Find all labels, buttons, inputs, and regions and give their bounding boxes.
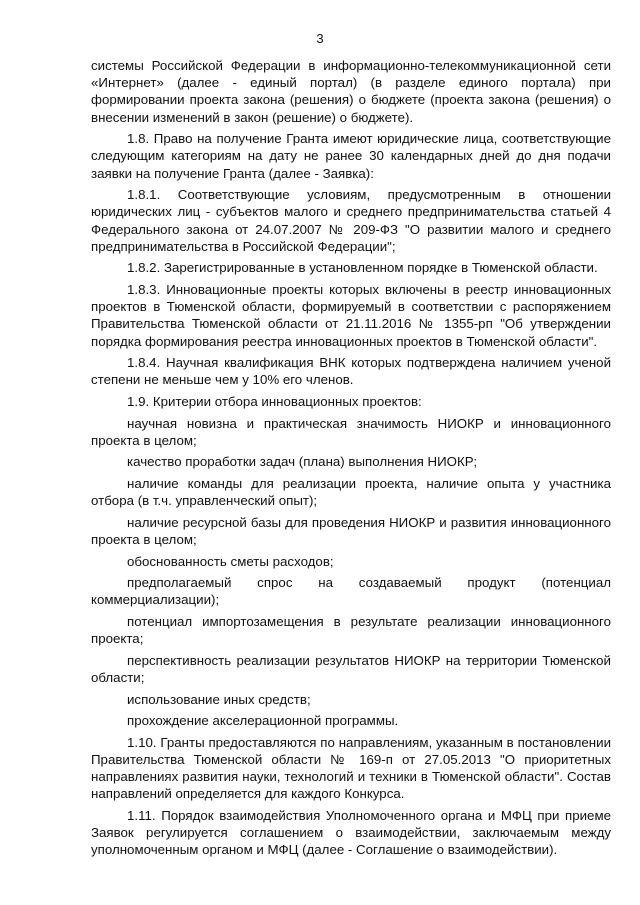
paragraph-1-11: 1.11. Порядок взаимодействия Уполномоченного органа и МФЦ при приеме Заявок регулируется соглашением о взаимодействии, заключаемым между уполномоченным органом и МФЦ (далее - Соглашение о взаимодействии). [91, 807, 611, 858]
criterion-accelerator: прохождение акселерационной программы. [127, 713, 399, 729]
criterion-novelty: научная новизна и практическая значимость НИОКР и инновационного проекта в целом; [91, 415, 611, 448]
criterion-budget: обоснованность сметы расходов; [127, 553, 334, 569]
criterion-prospects: перспективность реализации результатов НИОКР на территории Тюменской области; [91, 652, 611, 685]
criterion-demand: предполагаемый спрос на создаваемый продукт (потенциал коммерциализации); [91, 575, 611, 608]
criterion-team: наличие команды для реализации проекта, наличие опыта у участника отбора (в т.ч. управленческий опыт); [91, 475, 611, 509]
criterion-resource-base: наличие ресурсной базы для проведения НИОКР и развития инновационного проекта в целом; [91, 514, 611, 547]
paragraph-1-8-4: 1.8.4. Научная квалификация ВНК которых подтверждена наличием ученой степени не меньше чем у 10% его членов. [91, 355, 611, 388]
paragraph-1-9: 1.9. Критерии отбора инновационных проектов: [127, 394, 422, 409]
paragraph-1-8: 1.8. Право на получение Гранта имеют юридические лица, соответствующие следующим категориям на дату не ранее 30 календарных дней до дня подачи заявки на получение Гранта (далее - Заявка): [91, 131, 611, 181]
criterion-other-funds: использование иных средств; [127, 691, 311, 707]
paragraph-1-8-1: 1.8.1. Соответствующие условиям, предусмотренным в отношении юридических лиц - субъектов малого и среднего предпринимательства статьей 4 Федерального закона от 24.07.2007 № 209-ФЗ "О развитии малого и среднего предпринимательства в Российской Федерации"; [91, 187, 611, 254]
criterion-import-substitution: потенциал импортозамещения в результате реализации инновационного проекта; [91, 613, 611, 647]
paragraph-1-8-3: 1.8.3. Инновационные проекты которых включены в реестр инновационных проектов в Тюменской области, формируемый в соответствии с распоряжением Правительства Тюменской области от 21.11.2016 № 1355-рп "Об утверждении порядка формирования реестра инновационных проектов в Тюменской области". [91, 282, 611, 349]
paragraph-1-10: 1.10. Гранты предоставляются по направлениям, указанным в постановлении Правительства Тюменской области № 169-п от 27.05.2013 "О приоритетных направлениях развития науки, технологий и техники в Тюменской области". Состав направлений определяется для каждого Конкурса. [91, 734, 611, 802]
criterion-task-quality: качество проработки задач (плана) выполнения НИОКР; [127, 454, 478, 470]
paragraph-continuation: системы Российской Федерации в информационно-телекоммуникационной сети «Интернет» (далее - единый портал) (в разделе единого портала) при формировании проекта закона (решения) о бюджете (проекта закона (решения) о внесении изменений в закон (решение) о бюджете). [91, 58, 611, 125]
page-number: 3 [316, 31, 324, 46]
document-body [91, 57, 611, 863]
paragraph-1-8-2: 1.8.2. Зарегистрированные в установленном порядке в Тюменской области. [127, 260, 598, 276]
